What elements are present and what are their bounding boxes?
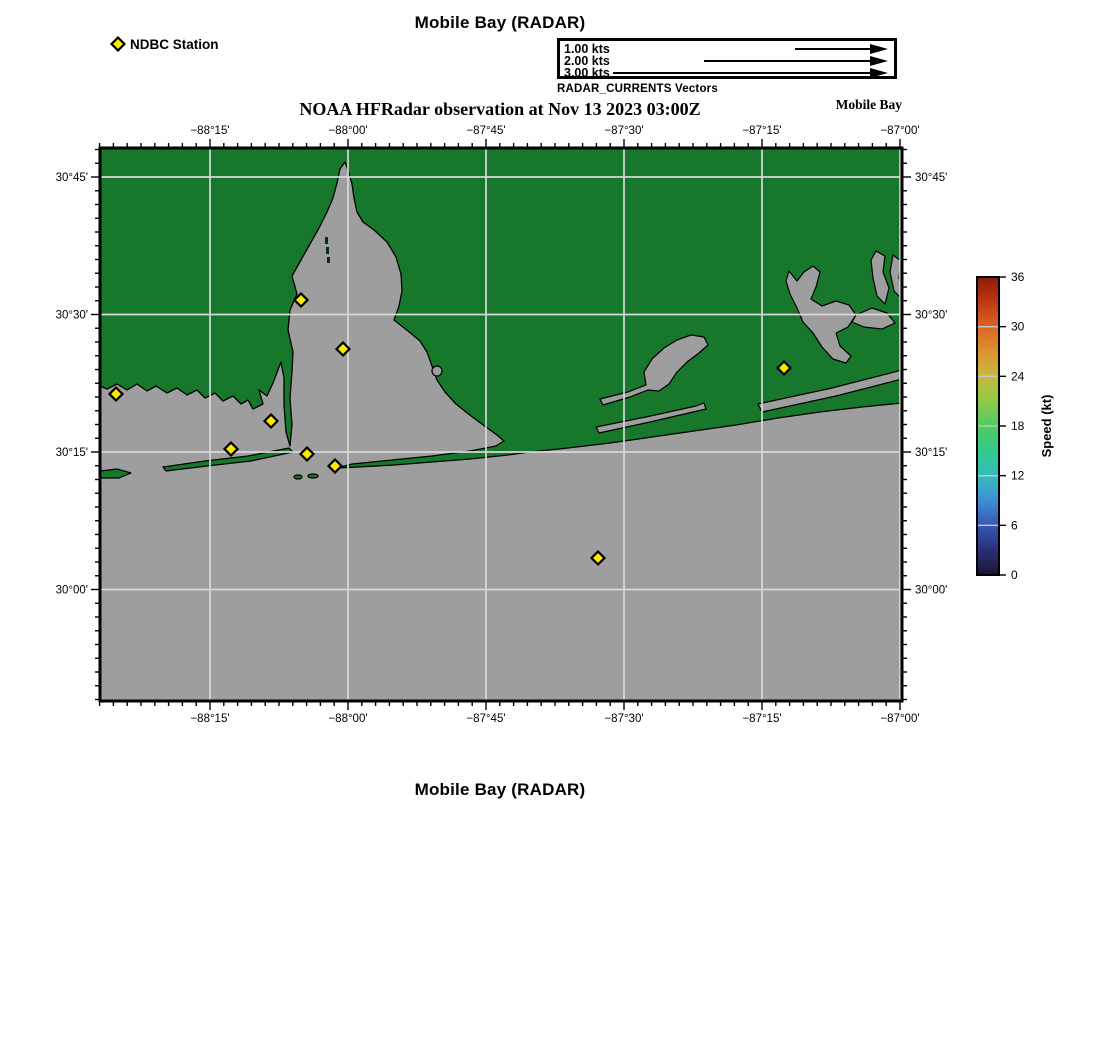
observation-subtitle: NOAA HFRadar observation at Nov 13 2023 03:00Z: [299, 99, 701, 119]
small-islet: [308, 474, 318, 478]
lon-label-top: −87°45': [466, 125, 506, 137]
colorbar-axis-label: Speed (kt): [1039, 394, 1054, 458]
colorbar-tick-label: 36: [1011, 270, 1025, 284]
lat-label-right: 30°45': [915, 172, 948, 184]
lat-label-left: 30°00': [55, 584, 88, 597]
lon-label-bottom: −88°00': [328, 713, 368, 725]
lon-label-bottom: −87°15': [742, 713, 782, 725]
vector-scale-label: 3.00 kts: [564, 66, 610, 80]
colorbar-tick-label: 0: [1011, 568, 1018, 582]
lon-label-top: −88°00': [328, 125, 368, 137]
vector-scale-label: 1.00 kts: [564, 42, 610, 56]
lon-label-bottom: −87°00': [880, 713, 920, 725]
lat-label-left: 30°15': [55, 447, 88, 459]
lon-label-bottom: −88°15': [190, 713, 230, 725]
ndbc-legend-label: NDBC Station: [130, 36, 219, 52]
lat-label-right: 30°15': [915, 447, 948, 459]
vector-scale-label: 2.00 kts: [564, 54, 610, 68]
oyster-bay-pond: [432, 366, 442, 376]
speed-colorbar: [977, 270, 1054, 582]
colorbar-tick-label: 30: [1011, 319, 1025, 334]
lon-label-bottom: −87°45': [466, 713, 506, 725]
lon-label-top: −87°30': [604, 125, 644, 137]
map-region-label: Mobile Bay: [835, 97, 902, 112]
lat-label-right: 30°30': [915, 309, 948, 322]
vector-legend-caption: RADAR_CURRENTS Vectors: [557, 83, 718, 95]
colorbar-tick-label: 12: [1011, 468, 1025, 483]
lat-label-left: 30°30': [55, 309, 88, 322]
lon-label-top: −87°00': [880, 125, 920, 137]
lat-label-right: 30°00': [915, 584, 948, 597]
small-islet: [294, 475, 302, 479]
lon-label-top: −88°15': [190, 125, 230, 137]
map-area: [100, 148, 902, 701]
colorbar-tick-label: 6: [1011, 518, 1018, 533]
footer-title: Mobile Bay (RADAR): [414, 780, 586, 799]
colorbar-tick-label: 18: [1011, 419, 1025, 433]
colorbar-tick-label: 24: [1011, 369, 1025, 384]
lat-label-left: 30°45': [55, 172, 88, 184]
page-title: Mobile Bay (RADAR): [414, 13, 586, 32]
lon-label-bottom: −87°30': [604, 713, 644, 725]
lon-label-top: −87°15': [742, 125, 782, 137]
